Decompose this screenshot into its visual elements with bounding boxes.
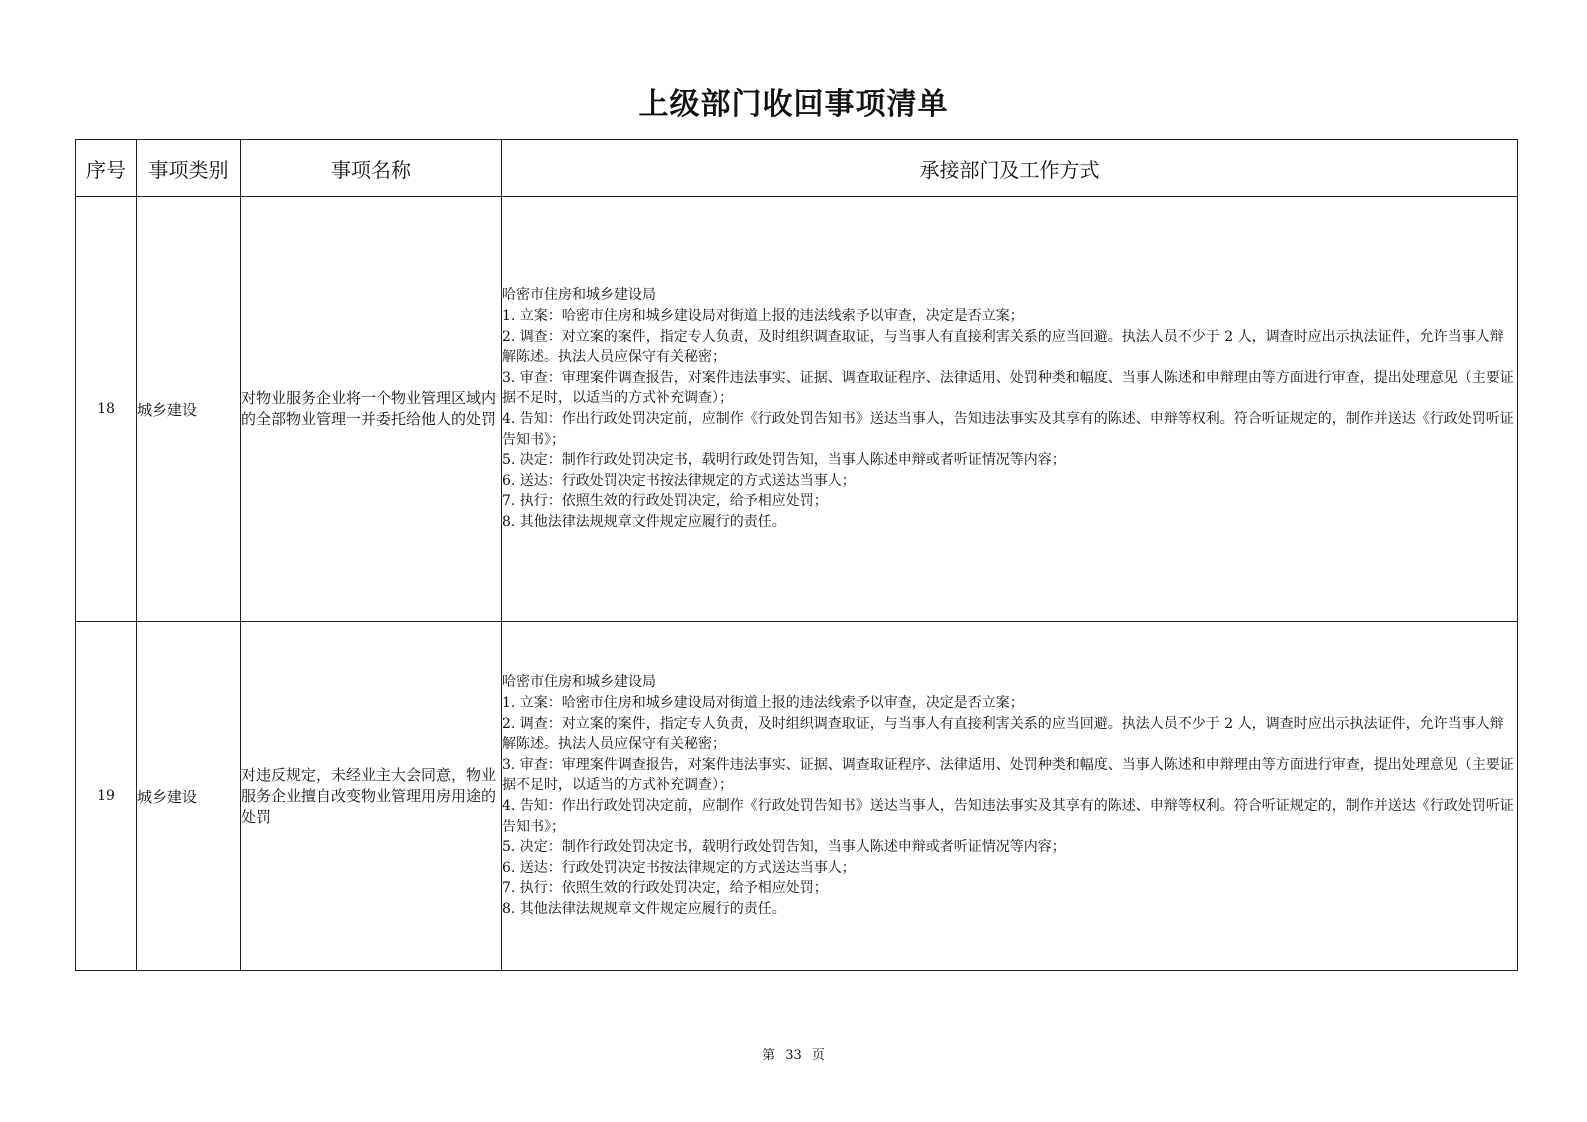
- dept-name: 哈密市住房和城乡建设局: [502, 287, 656, 304]
- step-review: 3. 审查：审理案件调查报告，对案件违法事实、证据、调查取证程序、法律适用、处罚种类和幅度、当事人陈述和申辩理由等方面进行审查，提出处理意见（主要证据不足时，以适当的方式补充调查）；: [502, 756, 1514, 794]
- header-num: 序号: [76, 140, 137, 197]
- step-other: 8. 其他法律法规规章文件规定应履行的责任。: [502, 900, 786, 917]
- step-notification: 4. 告知：作出行政处罚决定前，应制作《行政处罚告知书》送达当事人，告知违法事实及其享有的陈述、申辩等权利。符合听证规定的，制作并送达《行政处罚听证告知书》；: [502, 411, 1514, 448]
- row-item-name: 对违反规定，未经业主大会同意，物业服务企业擅自改变物业管理用房用途的处罚: [241, 622, 502, 971]
- row-number: 19: [76, 622, 137, 971]
- table-header-row: [76, 140, 1518, 197]
- dept-name: 哈密市住房和城乡建设局: [502, 674, 656, 691]
- row-number: 18: [76, 197, 137, 622]
- page-footer: [0, 1044, 1587, 1063]
- step-execution: 7. 执行：依照生效的行政处罚决定，给予相应处罚；: [502, 493, 828, 510]
- table-row: [76, 197, 1518, 622]
- step-delivery: 6. 送达：行政处罚决定书按法律规定的方式送达当事人；: [502, 859, 856, 876]
- page-number: 33: [785, 1048, 802, 1063]
- footer-prefix: 第: [762, 1048, 776, 1063]
- header-category: 事项类别: [137, 140, 241, 197]
- step-decision: 5. 决定：制作行政处罚决定书，载明行政处罚告知，当事人陈述申辩或者听证情况等内容；: [502, 452, 1066, 469]
- footer-suffix: 页: [811, 1048, 825, 1063]
- table-row: [76, 622, 1518, 971]
- row-dept-method: [502, 622, 1518, 971]
- step-execution: 7. 执行：依照生效的行政处罚决定，给予相应处罚；: [502, 880, 828, 897]
- row-category: 城乡建设: [137, 197, 241, 622]
- page-title: 上级部门收回事项清单: [638, 87, 949, 122]
- header-name: 事项名称: [241, 140, 502, 197]
- step-investigation: 2. 调查：对立案的案件，指定专人负责，及时组织调查取证，与当事人有直接利害关系的应当回避。执法人员不少于 2 人，调查时应出示执法证件，允许当事人辩解陈述。执法人员应保守有关秘密；: [502, 328, 1504, 366]
- step-review: 3. 审查：审理案件调查报告，对案件违法事实、证据、调查取证程序、法律适用、处罚种类和幅度、当事人陈述和申辩理由等方面进行审查，提出处理意见（主要证据不足时，以适当的方式补充调查）；: [502, 369, 1514, 407]
- step-investigation: 2. 调查：对立案的案件，指定专人负责，及时组织调查取证，与当事人有直接利害关系的应当回避。执法人员不少于 2 人，调查时应出示执法证件，允许当事人辩解陈述。执法人员应保守有关秘密；: [502, 715, 1504, 753]
- row-dept-method: [502, 197, 1518, 622]
- items-table: [75, 139, 1518, 971]
- step-decision: 5. 决定：制作行政处罚决定书，载明行政处罚告知，当事人陈述申辩或者听证情况等内容；: [502, 839, 1066, 856]
- header-dept: 承接部门及工作方式: [502, 140, 1518, 197]
- step-delivery: 6. 送达：行政处罚决定书按法律规定的方式送达当事人；: [502, 472, 856, 489]
- step-filing: 1. 立案：哈密市住房和城乡建设局对街道上报的违法线索予以审查，决定是否立案；: [502, 308, 1024, 325]
- step-notification: 4. 告知：作出行政处罚决定前，应制作《行政处罚告知书》送达当事人，告知违法事实及其享有的陈述、申辩等权利。符合听证规定的，制作并送达《行政处罚听证告知书》；: [502, 798, 1514, 835]
- row-category: 城乡建设: [137, 622, 241, 971]
- step-other: 8. 其他法律法规规章文件规定应履行的责任。: [502, 513, 786, 530]
- row-item-name: 对物业服务企业将一个物业管理区域内的全部物业管理一并委托给他人的处罚: [241, 197, 502, 622]
- step-filing: 1. 立案：哈密市住房和城乡建设局对街道上报的违法线索予以审查，决定是否立案；: [502, 695, 1024, 712]
